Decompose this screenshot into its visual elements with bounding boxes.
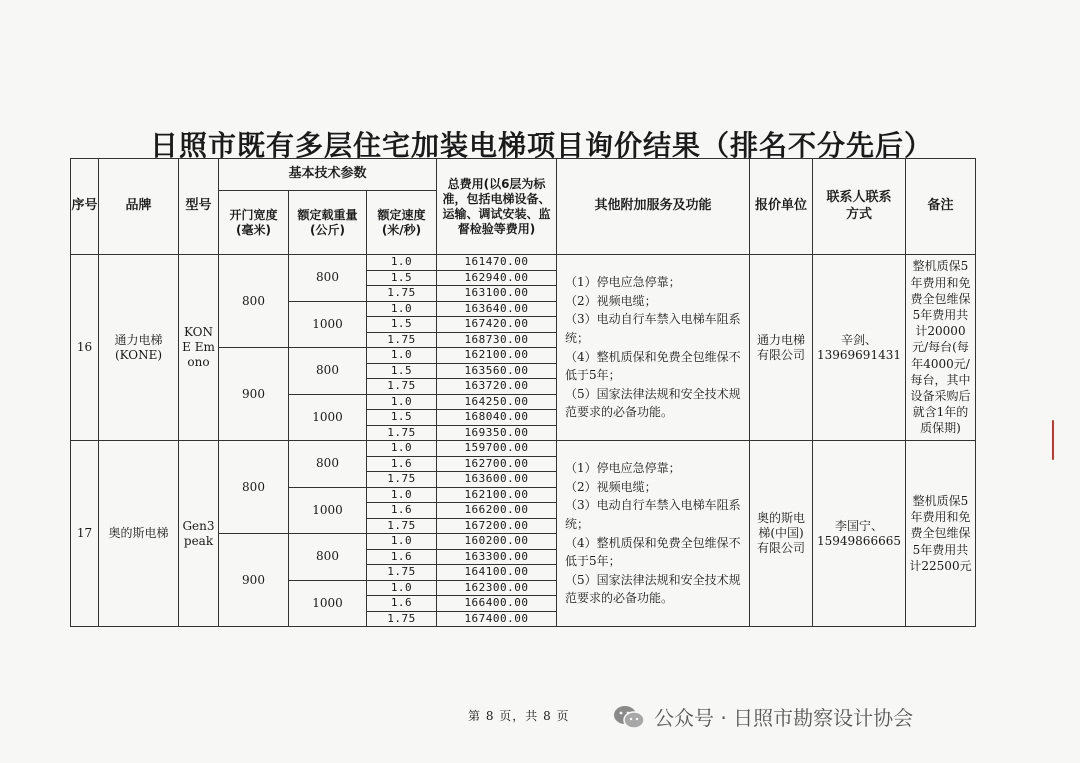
rated-speed-cell: 1.5 — [367, 317, 437, 333]
price-cell: 160200.00 — [437, 534, 557, 550]
rated-speed-cell: 1.0 — [367, 534, 437, 550]
rated-speed-cell: 1.0 — [367, 301, 437, 317]
rated-speed-cell: 1.6 — [367, 503, 437, 519]
extras-item: （3）电动自行车禁入电梯车阻系统； — [565, 312, 741, 345]
header-rated-speed: 额定速度(米/秒) — [367, 191, 437, 255]
door-width-cell: 800 — [219, 255, 289, 348]
seq-cell: 16 — [71, 255, 99, 441]
watermark-text: 公众号 · 日照市勘察设计协会 — [654, 706, 914, 730]
extras-item: （2）视频电缆； — [565, 293, 657, 308]
rated-load-cell: 800 — [289, 441, 367, 488]
price-cell: 163300.00 — [437, 549, 557, 565]
rated-speed-cell: 1.0 — [367, 580, 437, 596]
header-contact: 联系人联系方式 — [813, 159, 906, 255]
price-cell: 162100.00 — [437, 487, 557, 503]
price-cell: 164250.00 — [437, 394, 557, 410]
brand-cell: 通力电梯(KONE) — [99, 255, 179, 441]
remarks-text: 整机质保5年费用和免费全包维保5年费用共计20000元/每台(每年4000元/每台，其中设备采购后就含1年的质保期) — [910, 259, 971, 436]
price-cell: 169350.00 — [437, 425, 557, 441]
rated-speed-cell: 1.0 — [367, 394, 437, 410]
table-row — [71, 255, 976, 271]
extras-item: （1）停电应急停靠； — [565, 461, 681, 476]
header-remarks: 备注 — [906, 159, 976, 255]
model-cell: KONE Emono — [179, 255, 219, 441]
extras-item: （2）视频电缆； — [565, 479, 657, 494]
price-cell: 163100.00 — [437, 286, 557, 302]
contact-cell: 李国宁、15949866665 — [813, 441, 906, 627]
header-door-width: 开门宽度(毫米) — [219, 191, 289, 255]
page-footer: 第 8 页，共 8 页 — [468, 709, 570, 723]
price-cell: 159700.00 — [437, 441, 557, 457]
door-width-cell: 800 — [219, 441, 289, 534]
door-width-cell: 900 — [219, 534, 289, 627]
page-title: 日照市既有多层住宅加装电梯项目询价结果（排名不分先后） — [150, 129, 934, 162]
rated-speed-cell: 1.0 — [367, 441, 437, 457]
header-quote-unit: 报价单位 — [750, 159, 813, 255]
door-width-cell: 900 — [219, 348, 289, 441]
remarks-cell — [906, 441, 976, 627]
header-rated-load: 额定载重量(公斤) — [289, 191, 367, 255]
watermark — [612, 702, 913, 731]
table-row — [71, 441, 976, 457]
rated-speed-cell: 1.75 — [367, 286, 437, 302]
header-extras: 其他附加服务及功能 — [557, 159, 750, 255]
extras-item: （5）国家法律法规和安全技术规范要求的必备功能。 — [565, 386, 741, 420]
price-cell: 167420.00 — [437, 317, 557, 333]
rated-load-cell: 800 — [289, 348, 367, 395]
extras-item: （4）整机质保和免费全包维保不低于5年； — [565, 349, 741, 383]
header-seq: 序号 — [71, 159, 99, 255]
price-cell: 167400.00 — [437, 611, 557, 627]
extras-cell — [557, 255, 750, 441]
price-cell: 162700.00 — [437, 456, 557, 472]
quote-unit-cell: 通力电梯有限公司 — [750, 255, 813, 441]
brand-cell: 奥的斯电梯 — [99, 441, 179, 627]
rated-load-cell: 1000 — [289, 487, 367, 534]
quote-unit-cell: 奥的斯电梯(中国)有限公司 — [750, 441, 813, 627]
price-cell: 163600.00 — [437, 472, 557, 488]
price-cell: 164100.00 — [437, 565, 557, 581]
rated-speed-cell: 1.6 — [367, 596, 437, 612]
price-cell: 168730.00 — [437, 332, 557, 348]
table-body — [71, 255, 976, 627]
header-model: 型号 — [179, 159, 219, 255]
price-cell: 168040.00 — [437, 410, 557, 426]
rated-speed-cell: 1.75 — [367, 472, 437, 488]
rated-speed-cell: 1.6 — [367, 456, 437, 472]
rated-speed-cell: 1.75 — [367, 565, 437, 581]
rated-speed-cell: 1.75 — [367, 518, 437, 534]
rated-speed-cell: 1.0 — [367, 255, 437, 271]
price-cell: 166400.00 — [437, 596, 557, 612]
price-cell: 162100.00 — [437, 348, 557, 364]
header-brand: 品牌 — [99, 159, 179, 255]
contact-cell: 辛剑、13969691431 — [813, 255, 906, 441]
rated-speed-cell: 1.0 — [367, 348, 437, 364]
rated-speed-cell: 1.75 — [367, 332, 437, 348]
rated-speed-cell: 1.6 — [367, 549, 437, 565]
rated-speed-cell: 1.75 — [367, 425, 437, 441]
price-cell: 161470.00 — [437, 255, 557, 271]
extras-item: （1）停电应急停靠； — [565, 275, 681, 290]
price-cell: 162940.00 — [437, 270, 557, 286]
extras-item: （5）国家法律法规和安全技术规范要求的必备功能。 — [565, 572, 741, 606]
rated-load-cell: 1000 — [289, 301, 367, 348]
extras-item: （3）电动自行车禁入电梯车阻系统； — [565, 498, 741, 531]
rated-speed-cell: 1.0 — [367, 487, 437, 503]
extras-item: （4）整机质保和免费全包维保不低于5年； — [565, 535, 741, 569]
table-header — [71, 159, 976, 255]
rated-load-cell: 1000 — [289, 580, 367, 627]
price-cell: 167200.00 — [437, 518, 557, 534]
rated-speed-cell: 1.5 — [367, 363, 437, 379]
header-total-cost: 总费用(以6层为标准，包括电梯设备、运输、调试安装、监督检验等费用) — [437, 159, 557, 255]
extras-cell — [557, 441, 750, 627]
price-cell: 162300.00 — [437, 580, 557, 596]
rated-speed-cell: 1.5 — [367, 410, 437, 426]
remarks-cell — [906, 255, 976, 441]
rated-load-cell: 1000 — [289, 394, 367, 441]
rated-load-cell: 800 — [289, 534, 367, 581]
price-cell: 163640.00 — [437, 301, 557, 317]
seq-cell: 17 — [71, 441, 99, 627]
rated-speed-cell: 1.75 — [367, 611, 437, 627]
quotation-table — [70, 158, 976, 627]
rated-speed-cell: 1.5 — [367, 270, 437, 286]
price-cell: 163560.00 — [437, 363, 557, 379]
rated-speed-cell: 1.75 — [367, 379, 437, 395]
remarks-text: 整机质保5年费用和免费全包维保5年费用共计22500元 — [909, 494, 972, 573]
price-cell: 163720.00 — [437, 379, 557, 395]
price-cell: 166200.00 — [437, 503, 557, 519]
red-pen-mark — [1052, 420, 1054, 460]
model-cell: Gen3peak — [179, 441, 219, 627]
rated-load-cell: 800 — [289, 255, 367, 302]
header-basic-params: 基本技术参数 — [219, 159, 437, 191]
wechat-icon — [612, 704, 646, 730]
